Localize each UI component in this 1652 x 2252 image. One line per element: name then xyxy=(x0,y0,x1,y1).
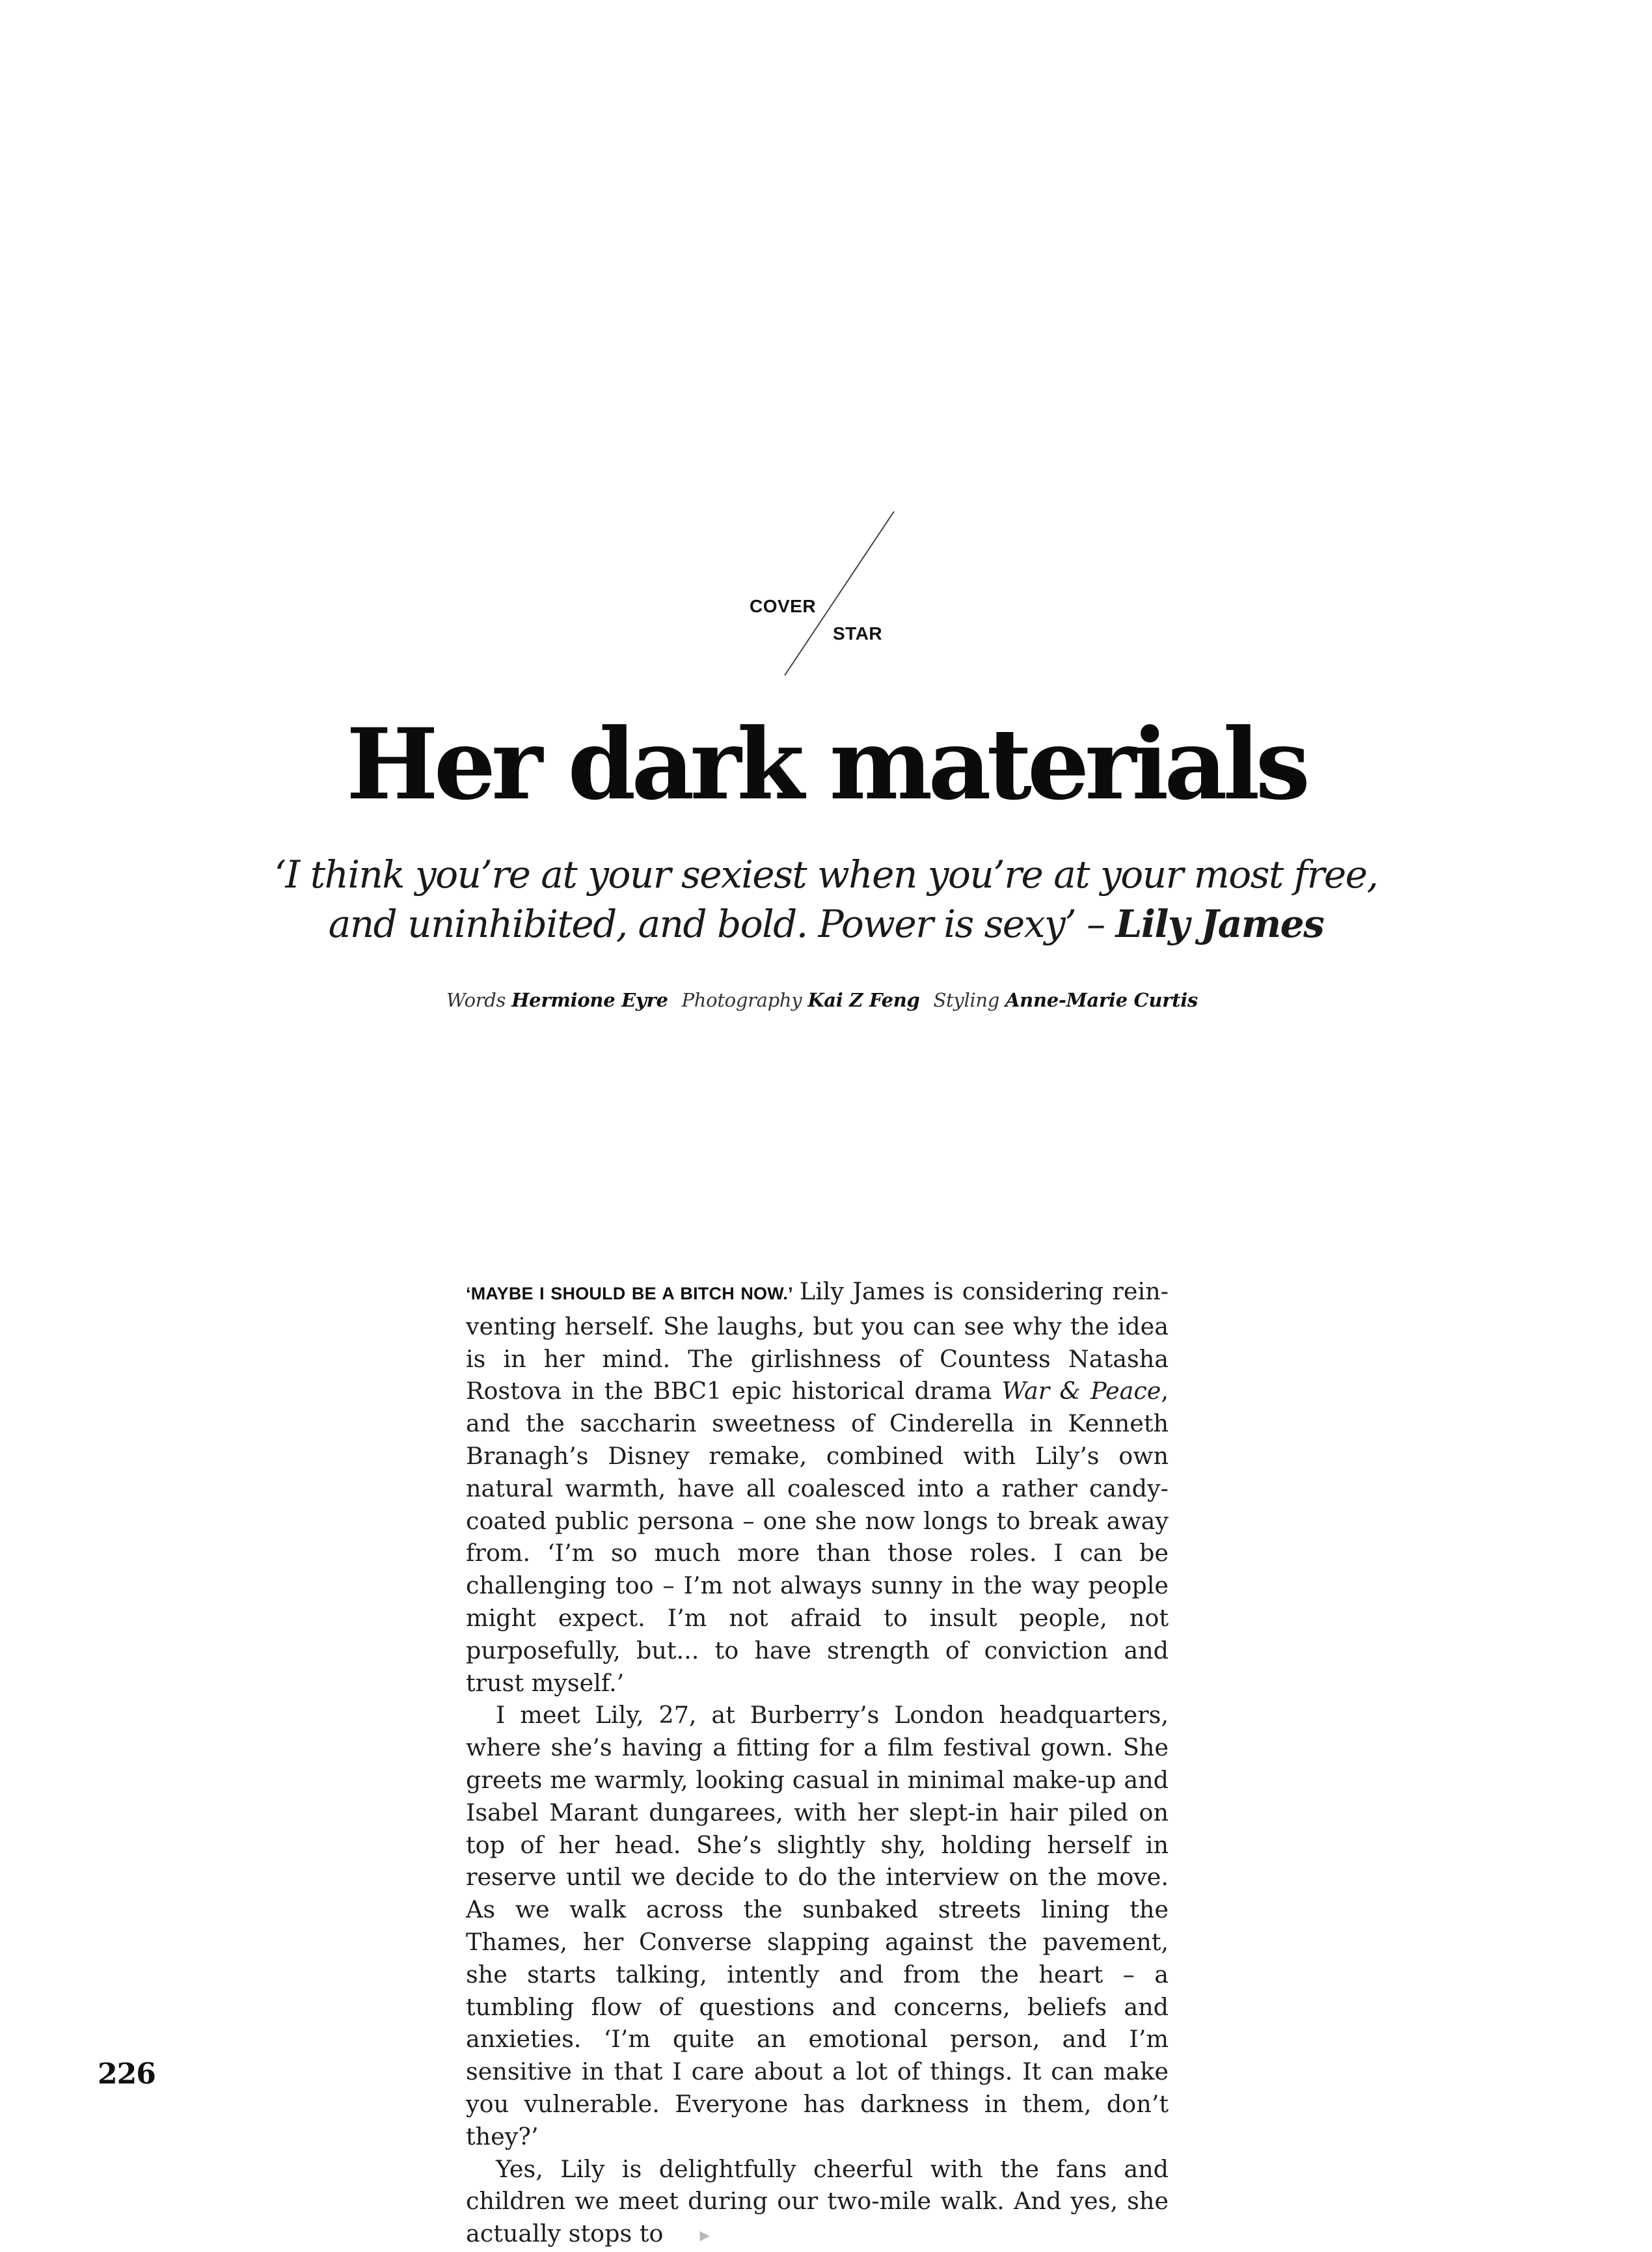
article-paragraph xyxy=(466,1275,1169,1699)
page-number: 226 xyxy=(98,2057,156,2091)
standfirst-line-2 xyxy=(195,899,1457,949)
article-paragraph: I meet Lily, 27, at Burberry’s London headquarters, where she’s having a fitting for a film festival gown. She greets me warmly, looking casual in minimal make-up and Isabel Marant dungarees, with her slept-in hair piled on top of her head. She’s slightly shy, holding herself in reserve until we decide to do the interview on the move. As we walk across the sunbaked streets lining the Thames, her Converse slapping against the pavement, she starts talking, intently and from the heart – a tumbling flow of questions and concerns, beliefs and anxieties. ‘I’m quite an emotional person, and I’m sensitive in that I care about a lot of things. It can make you vulnerable. Everyone has darkness in them, don’t they?’ xyxy=(466,1701,1169,2150)
credits-line xyxy=(195,989,1457,1011)
credit-role: Styling xyxy=(933,989,1000,1011)
credit-role: Words xyxy=(446,989,506,1011)
headline: Her dark materials xyxy=(346,707,1306,822)
standfirst-attribution: Lily James xyxy=(1115,902,1324,946)
lead-in-quote: ‘MAYBE I SHOULD BE A BITCH NOW.’ xyxy=(466,1284,793,1303)
section-label-star: STAR xyxy=(833,623,883,644)
credit-name: Anne-Marie Curtis xyxy=(1005,989,1198,1011)
paragraph-text: Yes, Lily is delightfully cheerful with the fans and children we meet during our two-mile walk. And yes, she actually stops to xyxy=(466,2154,1169,2248)
article-paragraph xyxy=(466,2153,1169,2252)
section-label xyxy=(742,511,911,681)
continue-arrow-icon: ▶ xyxy=(699,2227,710,2243)
standfirst-line-1: ‘I think you’re at your sexiest when you’re at your most free, xyxy=(274,852,1378,897)
credit-name: Hermione Eyre xyxy=(511,989,668,1011)
standfirst-quote xyxy=(195,850,1457,949)
standfirst-line-2-text: and uninhibited, and bold. Power is sexy’ – xyxy=(328,902,1105,946)
programme-title: War & Peace xyxy=(1001,1377,1161,1405)
section-label-cover: COVER xyxy=(750,596,817,616)
paragraph-text: , and the saccharin sweetness of Cinderella in Kenneth Branagh’s Disney remake, combined with Lily’s own natural warmth, have all coalesced into a rather candy-coated public persona – one she now longs to break away from. ‘I’m so much more than those roles. I can be challenging too – I’m not always sunny in the way people might expect. I’m not afraid to insult people, not purposefully, but... to have strength of conviction and trust myself.’ xyxy=(466,1377,1169,1697)
article-body xyxy=(466,1275,1169,2252)
paragraph-text: Lily James is considering reinventing herself. She laughs, but you can see why the idea is in her mind. The girlishness of Countess Natasha Rostova in the BBC1 epic historical drama xyxy=(466,1277,1169,1405)
credit-role: Photography xyxy=(681,989,802,1011)
credit-name: Kai Z Feng xyxy=(807,989,920,1011)
